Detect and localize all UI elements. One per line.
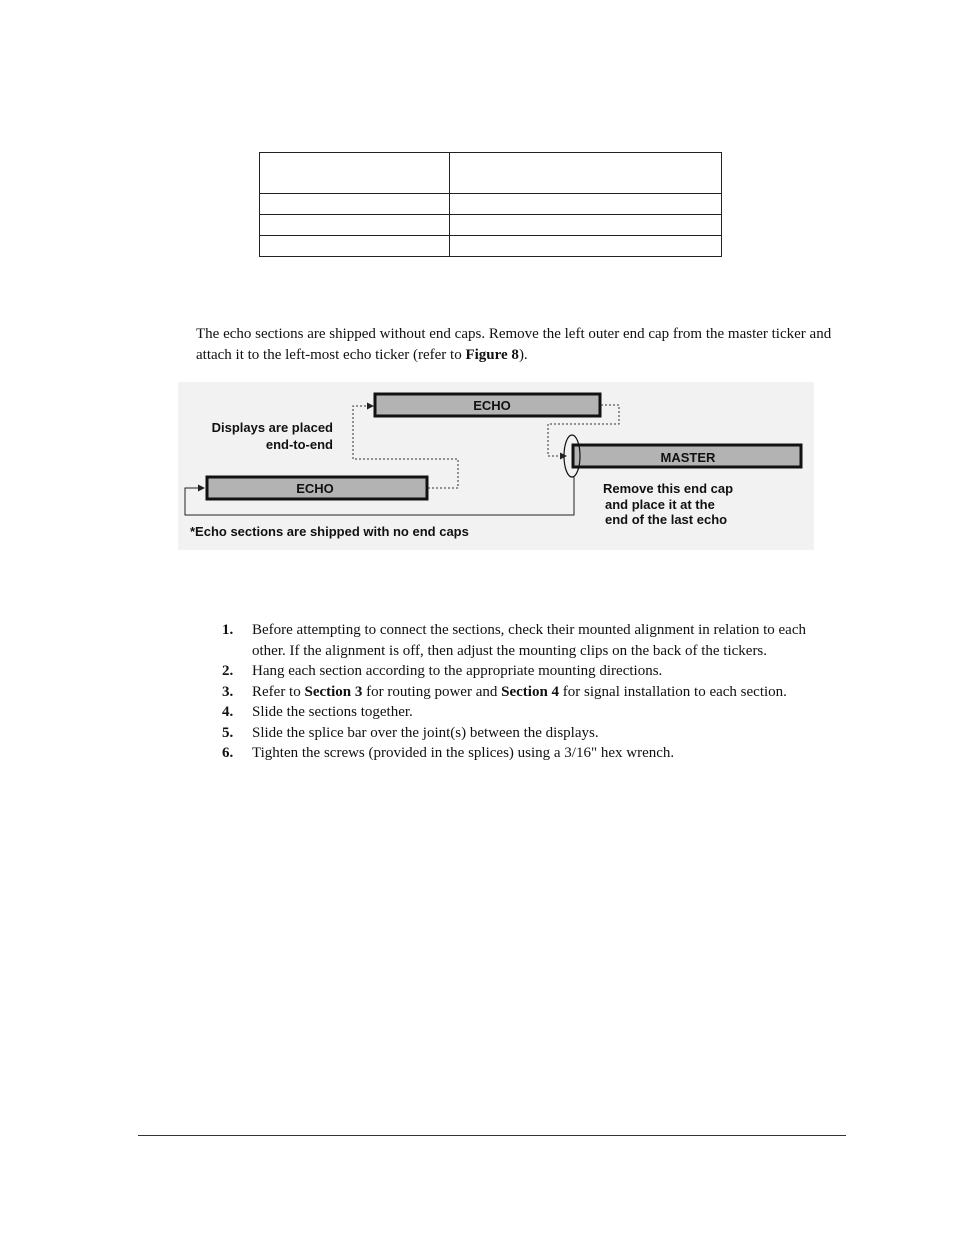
table-cell — [450, 194, 722, 215]
step-item — [222, 682, 842, 703]
installation-steps — [222, 620, 842, 764]
step-text: Tighten the screws (provided in the splices) using a 3/16" hex wrench. — [252, 745, 675, 761]
intro-text-end: ). — [518, 346, 528, 363]
step-number: 6. — [222, 745, 234, 761]
step-number: 2. — [222, 663, 234, 679]
step-text: Hang each section according to the appropriate mounting directions. — [252, 663, 663, 679]
step-number: 4. — [222, 704, 234, 720]
table-cell — [260, 194, 450, 215]
note-displays-line2: end-to-end — [265, 437, 333, 452]
step-item — [222, 702, 842, 723]
table-cell — [260, 215, 450, 236]
step-text: Refer to — [252, 683, 305, 700]
spec-table — [259, 152, 722, 257]
diagram-svg — [178, 382, 814, 550]
step-item — [222, 620, 842, 661]
step-number: 3. — [222, 683, 234, 700]
table-row — [260, 153, 722, 194]
step-text-bold: Section 4 — [501, 683, 560, 700]
table-cell — [450, 215, 722, 236]
note-endcap-line3: end of the last echo — [605, 512, 728, 527]
table-row — [260, 236, 722, 257]
step-text: Slide the sections together. — [252, 704, 413, 720]
step-item — [222, 661, 842, 682]
echo-top-label: ECHO — [473, 398, 511, 413]
table-cell — [260, 236, 450, 257]
figure-reference: Figure 8 — [465, 346, 519, 363]
table-cell — [260, 153, 450, 194]
note-endcap-line1: Remove this end cap — [603, 481, 734, 496]
note-endcap-line2: and place it at the — [605, 497, 715, 512]
step-text: for routing power and — [362, 683, 502, 700]
step-text: Slide the splice bar over the joint(s) between the displays. — [252, 724, 599, 741]
step-text: for signal installation to each section. — [559, 683, 787, 700]
step-text-bold: Section 3 — [304, 683, 363, 700]
footer-rule — [138, 1135, 846, 1136]
note-displays-line1: Displays are placed — [211, 420, 333, 435]
table-row — [260, 194, 722, 215]
echo-master-diagram — [178, 382, 814, 550]
step-number: 1. — [222, 622, 234, 638]
step-number: 5. — [222, 724, 234, 741]
table-cell — [450, 153, 722, 194]
intro-text: The echo sections are shipped without end caps. Remove the left outer end cap from the master ticker and attach it to the left-most echo ticker (refer to — [196, 326, 832, 363]
master-label: MASTER — [660, 450, 716, 465]
echo-bottom-label: ECHO — [296, 481, 334, 496]
step-item — [222, 743, 842, 764]
table-cell — [450, 236, 722, 257]
figure-footnote: *Echo sections are shipped with no end caps — [190, 524, 469, 539]
intro-paragraph — [196, 324, 836, 365]
step-item — [222, 723, 842, 744]
step-text: Before attempting to connect the sections, check their mounted alignment in relation to each other. If the alignment is off, then adjust the mounting clips on the back of the tickers. — [252, 622, 806, 659]
table-row — [260, 215, 722, 236]
